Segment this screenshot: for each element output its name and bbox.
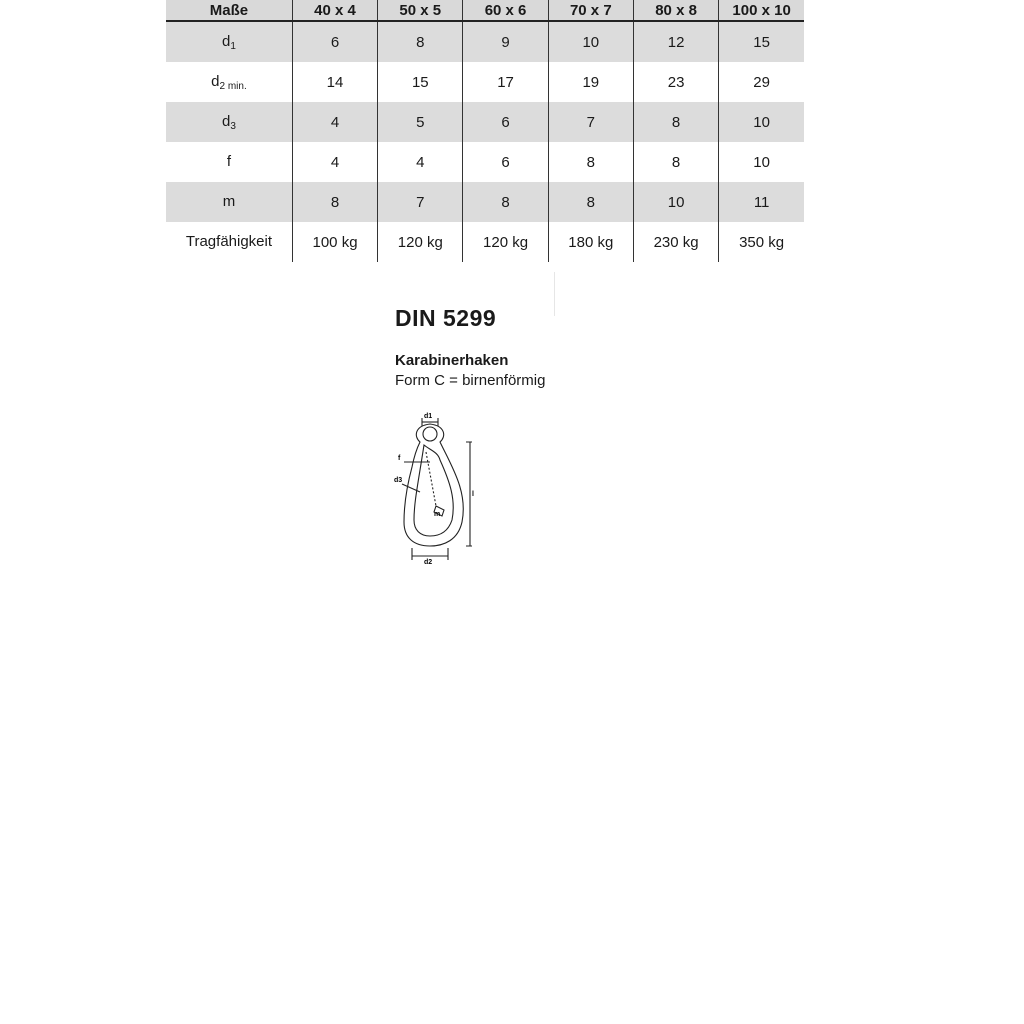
hook-outline <box>404 424 463 546</box>
cell: 350 kg <box>719 222 804 262</box>
product-name: Karabinerhaken <box>395 352 509 369</box>
header-size: 40 x 4 <box>292 0 377 21</box>
cell: 19 <box>548 62 633 102</box>
cell: 11 <box>719 182 804 222</box>
row-label: $d_1$ <box>166 21 292 62</box>
cell: 6 <box>292 21 377 62</box>
cell: 8 <box>292 182 377 222</box>
cell: 230 kg <box>633 222 718 262</box>
header-size: 80 x 8 <box>633 0 718 21</box>
label-f: f <box>398 455 401 462</box>
header-size: 70 x 7 <box>548 0 633 21</box>
cell: 7 <box>548 102 633 142</box>
cell: 5 <box>378 102 463 142</box>
cell: 15 <box>719 21 804 62</box>
cell: 6 <box>463 142 548 182</box>
cell: 12 <box>633 21 718 62</box>
table-row <box>166 142 804 182</box>
cell: 10 <box>548 21 633 62</box>
header-size: 100 x 10 <box>719 0 804 21</box>
label-m: m <box>434 511 441 518</box>
table-row <box>166 62 804 102</box>
row-label: Tragfähigkeit <box>185 232 273 250</box>
cell: 10 <box>719 142 804 182</box>
row-label: $d_3$ <box>166 102 292 142</box>
hook-inner <box>414 445 453 536</box>
gate <box>426 452 436 506</box>
cell: 9 <box>463 21 548 62</box>
table-row <box>166 21 804 62</box>
table-row <box>166 182 804 222</box>
label-d2: d2 <box>424 559 433 564</box>
cell: 8 <box>548 182 633 222</box>
cell: 8 <box>378 21 463 62</box>
cell: 23 <box>633 62 718 102</box>
table-row <box>166 102 804 142</box>
cell: 120 kg <box>463 222 548 262</box>
cell: 29 <box>719 62 804 102</box>
cell: 4 <box>292 102 377 142</box>
cell: 8 <box>633 142 718 182</box>
cell: 17 <box>463 62 548 102</box>
header-size: 50 x 5 <box>378 0 463 21</box>
carabiner-drawing <box>390 412 480 564</box>
cell: 100 kg <box>292 222 377 262</box>
cell: 120 kg <box>378 222 463 262</box>
cell: 180 kg <box>548 222 633 262</box>
cell: 10 <box>633 182 718 222</box>
label-l: l <box>472 491 474 498</box>
row-label: f <box>226 152 232 170</box>
product-form: Form C = birnenförmig <box>395 372 546 389</box>
cell: 8 <box>633 102 718 142</box>
cell: 14 <box>292 62 377 102</box>
cell: 15 <box>378 62 463 102</box>
cell: 4 <box>292 142 377 182</box>
product-title: DIN 5299 <box>395 305 497 331</box>
cell: 10 <box>719 102 804 142</box>
table-row <box>166 222 804 262</box>
eye-ring <box>423 427 437 441</box>
label-d3: d3 <box>394 477 403 484</box>
header-size: 60 x 6 <box>463 0 548 21</box>
divider <box>554 272 555 316</box>
cell: 8 <box>463 182 548 222</box>
label-d1: d1 <box>424 413 433 420</box>
table-header-row <box>166 0 804 21</box>
cell: 8 <box>548 142 633 182</box>
cell: 6 <box>463 102 548 142</box>
dimensions-table <box>166 0 804 262</box>
cell: 7 <box>378 182 463 222</box>
cell: 4 <box>378 142 463 182</box>
row-label: m <box>166 182 292 222</box>
row-label: $d_{2 min.}$ <box>211 72 247 92</box>
header-label: Maße <box>166 0 292 21</box>
